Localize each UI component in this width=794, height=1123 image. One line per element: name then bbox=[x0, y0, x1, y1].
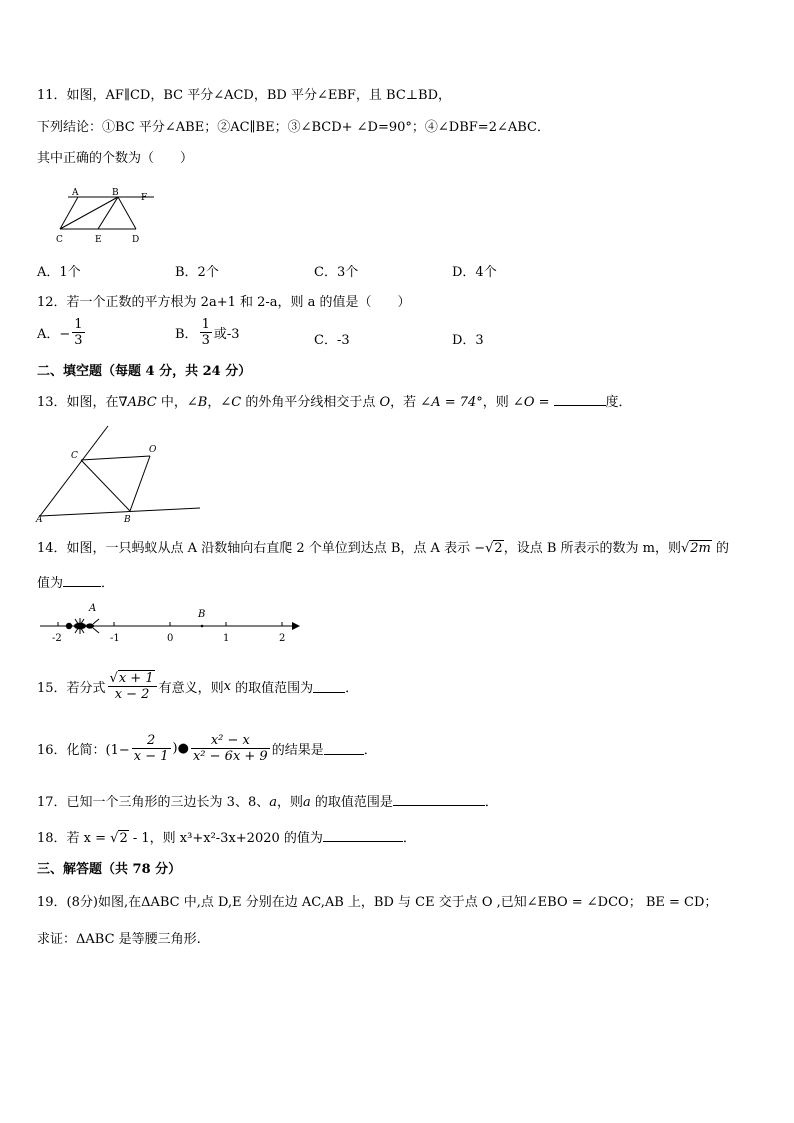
tick-label-2: 2 bbox=[279, 633, 286, 644]
q17-text: 17．已知一个三角形的三边长为 3、8、a，则a 的取值范围是 ． bbox=[37, 795, 498, 810]
ray-ac bbox=[40, 426, 108, 516]
q12-stem: 12．若一个正数的平方根为 2a+1 和 2-a，则 a 的值是（ ） bbox=[37, 295, 411, 310]
q15-answer-blank[interactable] bbox=[313, 680, 345, 693]
segment-bd bbox=[118, 197, 136, 229]
q11-line1: 11．如图，AF∥CD，BC 平分∠ACD，BD 平分∠EBF，且 BC⊥BD， bbox=[37, 88, 451, 103]
q13-figure bbox=[34, 420, 204, 524]
q11-option-c: C．3个 bbox=[314, 265, 359, 280]
point-a-label: A bbox=[89, 603, 97, 614]
label-c: C bbox=[71, 451, 78, 461]
q12-option-c: C．-3 bbox=[314, 333, 350, 348]
q14-number-line bbox=[38, 600, 304, 646]
point-b-dot bbox=[201, 625, 204, 628]
q12-option-b: B． $\frac{1}{3}$ 或-3 bbox=[175, 317, 240, 348]
q13-answer-blank[interactable] bbox=[554, 393, 606, 406]
q11-option-a: A．1个 bbox=[37, 265, 81, 280]
q11-option-d: D．4个 bbox=[452, 265, 497, 280]
q12-option-a: A．− $\frac{1}{3}$ bbox=[37, 317, 83, 348]
label-b: B bbox=[124, 515, 131, 524]
tick-label-0: 0 bbox=[167, 633, 174, 644]
q18-answer-blank[interactable] bbox=[323, 829, 403, 842]
q14-line1: 14．如图，一只蚂蚁从点 A 沿数轴向右直爬 2 个单位到达点 B，点 A 表示 −√2，设点 B 所表示的数为 m，则√2m 的 bbox=[37, 541, 730, 556]
segment-bo bbox=[130, 456, 150, 511]
label-d: D bbox=[132, 235, 140, 245]
q11-line2: 下列结论：①BC 平分∠ABE；②AC∥BE；③∠BCD+ ∠D=90°；④∠DBF=2∠ABC． bbox=[37, 120, 550, 135]
point-b-label: B bbox=[198, 609, 206, 620]
ray-ab bbox=[40, 508, 200, 516]
segment-be bbox=[98, 197, 118, 229]
q12-option-d: D．3 bbox=[452, 333, 484, 348]
section-3-heading: 三、解答题（共 78 分） bbox=[37, 862, 182, 877]
q13-text: 13．如图，在∇ABC 中，∠B，∠C 的外角平分线相交于点 O，若 ∠A = 74°，则 ∠O = 度． bbox=[37, 395, 632, 410]
axis-arrow bbox=[292, 622, 300, 630]
segment-co bbox=[81, 456, 150, 460]
q11-figure bbox=[50, 185, 160, 247]
section-2-heading: 二、填空题（每题 4 分，共 24 分） bbox=[37, 364, 252, 379]
label-f: F bbox=[141, 193, 148, 203]
label-o: O bbox=[149, 445, 157, 455]
q17-answer-blank[interactable] bbox=[393, 793, 485, 806]
tick-label-minus2: -2 bbox=[52, 633, 62, 644]
label-e: E bbox=[95, 235, 102, 245]
label-a: A bbox=[72, 188, 79, 198]
label-a: A bbox=[36, 515, 43, 524]
q15-text: 15．若分式 $\frac{√x + 1}{x - 2}$ 有意义，则x 的取值范围为 ． bbox=[37, 671, 359, 702]
label-b: B bbox=[112, 188, 119, 198]
label-c: C bbox=[56, 235, 63, 245]
q18-text: 18．若 x = √2 - 1，则 x³+x²-3x+2020 的值为 ． bbox=[37, 831, 416, 846]
q11-option-b: B．2个 bbox=[175, 265, 219, 280]
segment-cb bbox=[81, 460, 130, 511]
q14-answer-blank[interactable] bbox=[63, 574, 101, 587]
q19-line1: 19．(8分)如图,在ΔABC 中,点 D,E 分别在边 AC,AB 上，BD 与 CE 交于点 O ,已知∠EBO = ∠DCO； BE = CD； bbox=[37, 895, 718, 910]
q16-answer-blank[interactable] bbox=[324, 742, 364, 755]
q14-line2: 值为 ． bbox=[37, 576, 115, 591]
q11-line3: 其中正确的个数为（ ） bbox=[37, 151, 194, 166]
tick-label-minus1: -1 bbox=[110, 633, 120, 644]
tick-label-1: 1 bbox=[223, 633, 230, 644]
q19-line2: 求证：ΔABC 是等腰三角形. bbox=[37, 932, 201, 947]
q16-text: 16．化简：(1− $\frac{2}{x - 1}$ )● $\frac{\text{x² − x}}{\text{x² − 6x + 9}}$ 的结果是 ． bbox=[37, 733, 377, 764]
